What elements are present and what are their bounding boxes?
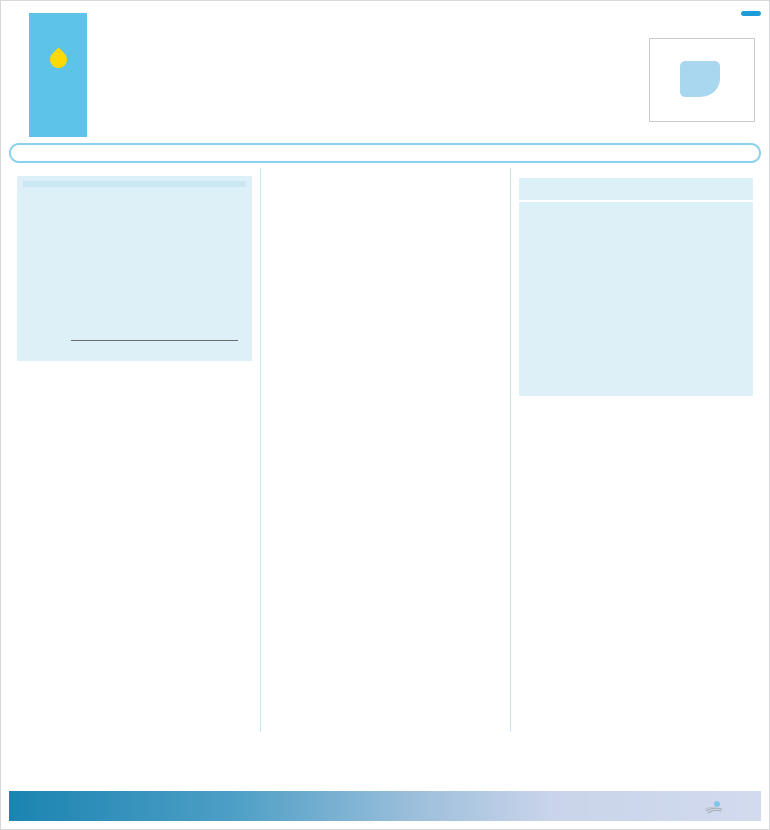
nutriqol-q-icon bbox=[678, 61, 726, 103]
figures-panel-left bbox=[17, 176, 252, 361]
figure3-caption bbox=[525, 210, 747, 218]
fig3-labels bbox=[634, 218, 712, 386]
left-column bbox=[9, 168, 260, 732]
nest-icon bbox=[704, 799, 724, 814]
table1-caption bbox=[525, 184, 747, 190]
figure3-panel bbox=[519, 202, 753, 396]
espen-stars bbox=[39, 41, 77, 83]
figure1-pie-chart bbox=[23, 187, 246, 333]
right-column bbox=[510, 168, 761, 732]
header bbox=[9, 11, 761, 139]
figure3-scale bbox=[525, 218, 747, 386]
authors-box bbox=[9, 143, 761, 163]
nestle-health-science-logo bbox=[704, 799, 727, 814]
espen-congress-logo bbox=[29, 13, 87, 137]
pie bbox=[52, 207, 216, 307]
middle-column bbox=[260, 168, 511, 732]
poster-number-badge bbox=[741, 11, 761, 16]
fig2-axis bbox=[71, 340, 238, 353]
drop-icon bbox=[46, 47, 70, 71]
content-columns bbox=[9, 168, 761, 732]
nutriqol-logo bbox=[649, 38, 755, 122]
fig3-bands bbox=[592, 218, 634, 386]
fig3-ticks bbox=[560, 218, 592, 386]
table1-panel bbox=[519, 178, 753, 200]
figure2-bar-chart bbox=[71, 340, 238, 353]
footer-band bbox=[9, 791, 761, 821]
